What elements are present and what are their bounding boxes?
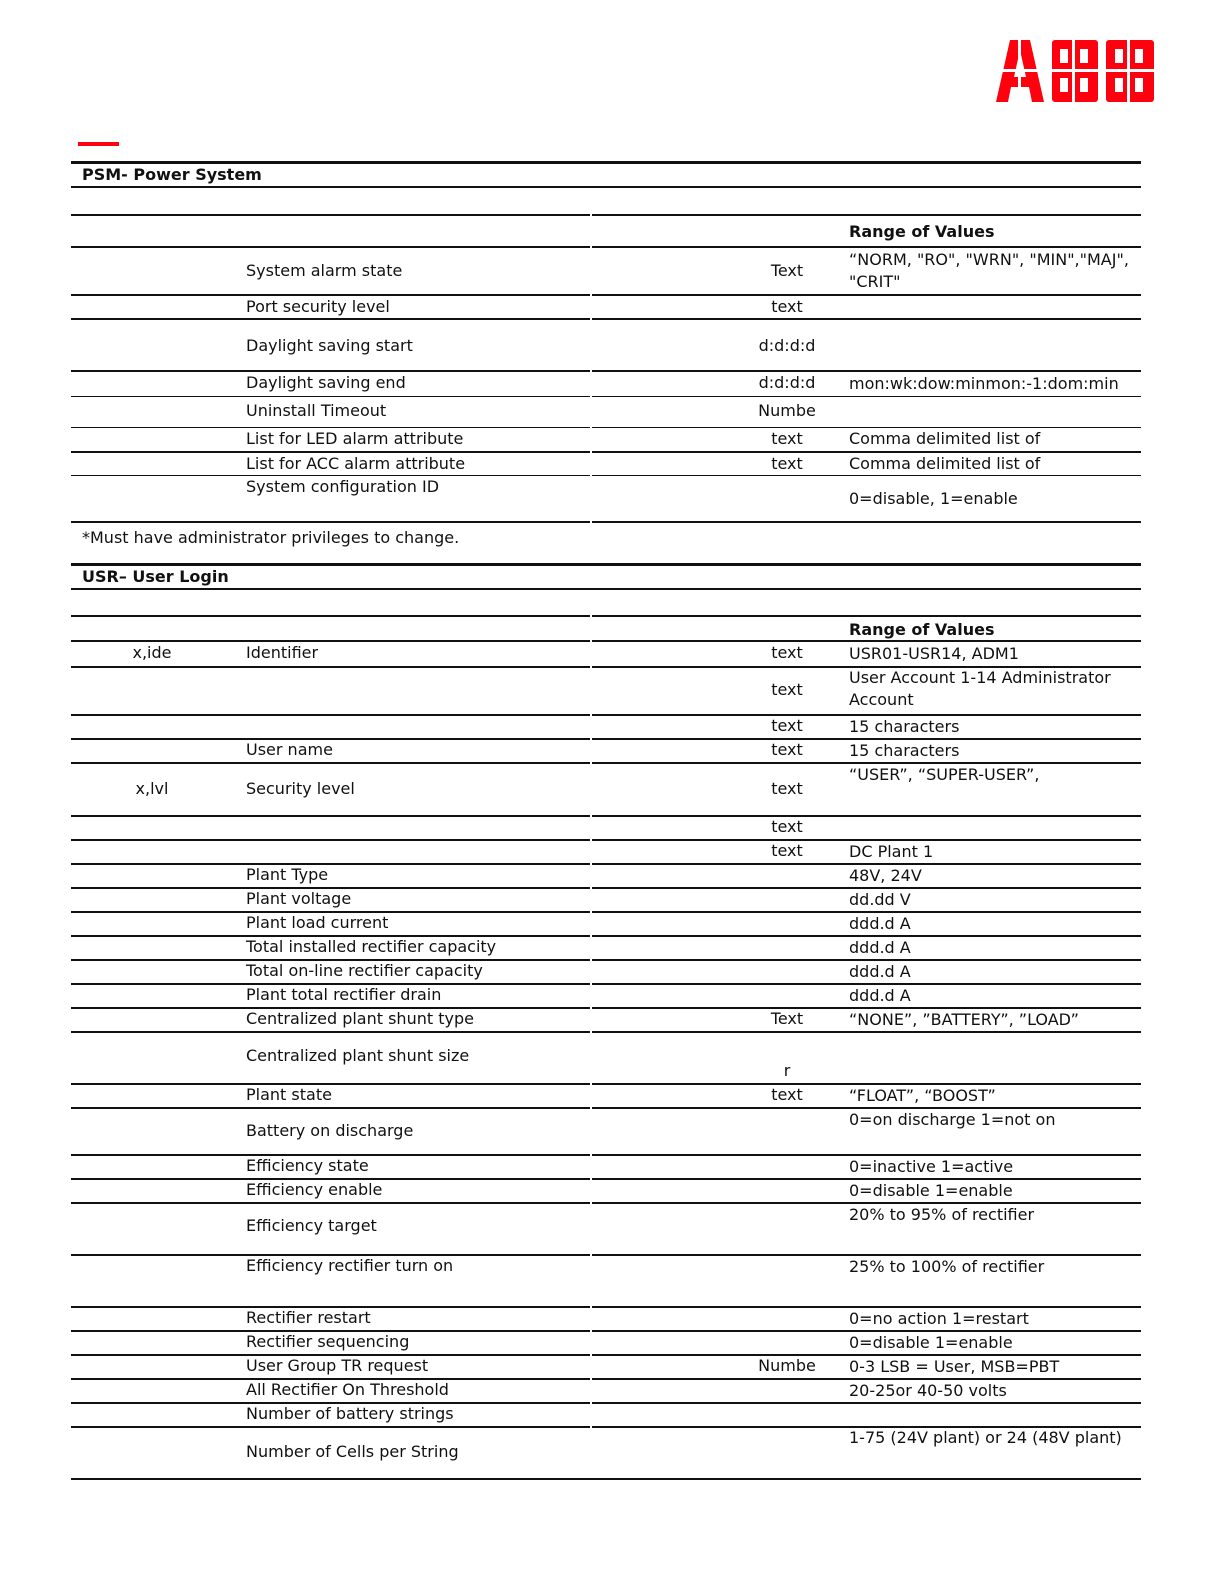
field-type: d:d:d:d [758, 336, 816, 355]
divider [71, 161, 1141, 164]
field-name: Total on-line rectifier capacity [246, 961, 483, 980]
field-range: Comma delimited list of [849, 454, 1041, 473]
column-gap [590, 615, 592, 1475]
field-range: 1-75 (24V plant) or 24 (48V plant) [849, 1428, 1122, 1447]
field-name: User Group TR request [246, 1356, 429, 1375]
psm-section-title: PSM- Power System [82, 165, 262, 184]
table-row [71, 296, 1141, 318]
field-name: Efficiency target [246, 1216, 377, 1235]
field-range: dd.dd V [849, 890, 911, 909]
table-row [71, 667, 1141, 714]
table-row [71, 864, 1141, 887]
field-type: text [771, 817, 803, 836]
table-row [71, 960, 1141, 983]
field-range: 0=disable, 1=enable [849, 489, 1018, 508]
field-range: ddd.d A [849, 986, 911, 1005]
field-name: Daylight saving end [246, 373, 406, 392]
table-row [71, 984, 1141, 1007]
field-type: text [771, 779, 803, 798]
table-row [71, 1255, 1141, 1306]
field-range: 20-25or 40-50 volts [849, 1381, 1007, 1400]
field-name: Plant state [246, 1085, 332, 1104]
psm-range-header: Range of Values [849, 222, 995, 241]
table-row [71, 1084, 1141, 1107]
table-row [71, 1108, 1141, 1154]
field-type: Text [770, 1009, 804, 1028]
accent-bar [78, 142, 119, 146]
field-type: Text [770, 261, 804, 280]
field-type: text [771, 429, 803, 448]
field-range: 0-3 LSB = User, MSB=PBT [849, 1357, 1060, 1376]
field-name: List for LED alarm attribute [246, 429, 464, 448]
divider [71, 563, 1141, 566]
field-name: System alarm state [246, 261, 403, 280]
field-range: mon:wk:dow:minmon:-1:dom:min [849, 374, 1119, 393]
field-range: 0=disable 1=enable [849, 1181, 1013, 1200]
table-row [71, 816, 1141, 839]
field-range: DC Plant 1 [849, 842, 934, 861]
table-row [71, 1331, 1141, 1354]
table-row [71, 1403, 1141, 1426]
field-range: 20% to 95% of rectifier [849, 1205, 1035, 1224]
field-range: 0=inactive 1=active [849, 1157, 1014, 1176]
field-type: text [771, 1085, 803, 1104]
field-range: 15 characters [849, 717, 960, 736]
table-row [71, 1008, 1141, 1031]
admin-note: *Must have administrator privileges to change. [82, 528, 460, 547]
table-row [71, 1179, 1141, 1202]
table-row [71, 453, 1141, 475]
field-type: text [771, 716, 803, 735]
field-id: x,lvl [135, 779, 169, 798]
field-name: Daylight saving start [246, 336, 413, 355]
field-type: text [771, 740, 803, 759]
field-type: r [783, 1061, 791, 1080]
field-name: Plant Type [246, 865, 329, 884]
field-name: Efficiency rectifier turn on [246, 1256, 454, 1275]
table-row [71, 840, 1141, 863]
column-gap [590, 214, 592, 524]
field-range: USR01-USR14, ADM1 [849, 644, 1019, 663]
table-row [71, 476, 1141, 521]
field-range: ddd.d A [849, 914, 911, 933]
field-range: User Account 1-14 Administrator Account [849, 668, 1111, 709]
table-row [71, 1155, 1141, 1178]
field-range: 0=disable 1=enable [849, 1333, 1013, 1352]
field-name: Plant voltage [246, 889, 352, 908]
field-name: Number of battery strings [246, 1404, 454, 1423]
field-range: “NONE”, ”BATTERY”, ”LOAD” [849, 1010, 1079, 1029]
table-row [71, 912, 1141, 935]
field-range: “FLOAT”, “BOOST” [849, 1086, 996, 1105]
field-name: Efficiency enable [246, 1180, 383, 1199]
table-row [71, 1379, 1141, 1402]
field-type: text [771, 680, 803, 699]
field-name: Rectifier sequencing [246, 1332, 410, 1351]
table-row [71, 320, 1141, 370]
field-range: “USER”, “SUPER-USER”, [849, 765, 1040, 784]
field-type: Numbe [758, 401, 816, 420]
field-name: List for ACC alarm attribute [246, 454, 466, 473]
table-row [71, 888, 1141, 911]
table-row [71, 1307, 1141, 1330]
field-name: Battery on discharge [246, 1121, 414, 1140]
field-name: Rectifier restart [246, 1308, 371, 1327]
field-range: 0=on discharge 1=not on [849, 1110, 1056, 1129]
field-name: Identifier [246, 643, 319, 662]
table-row [71, 248, 1141, 294]
field-range: 48V, 24V [849, 866, 922, 885]
field-name: Total installed rectifier capacity [246, 937, 497, 956]
field-type: text [771, 454, 803, 473]
field-name: Port security level [246, 297, 390, 316]
field-range: “NORM, "RO", "WRN", "MIN","MAJ", "CRIT" [849, 250, 1129, 291]
table-row [71, 763, 1141, 815]
divider [71, 186, 1141, 188]
field-range: 15 characters [849, 741, 960, 760]
table-row [71, 1032, 1141, 1083]
field-range: 25% to 100% of rectifier [849, 1257, 1045, 1276]
abb-logo [996, 40, 1156, 102]
field-type: Numbe [758, 1356, 816, 1375]
divider [71, 1478, 1141, 1480]
table-row [71, 739, 1141, 762]
table-row [71, 397, 1141, 427]
table-row [71, 1427, 1141, 1478]
table-row [71, 1355, 1141, 1378]
field-name: Centralized plant shunt size [246, 1046, 470, 1065]
field-name: Plant total rectifier drain [246, 985, 442, 1004]
field-range: ddd.d A [849, 962, 911, 981]
field-type: text [771, 297, 803, 316]
field-name: Number of Cells per String [246, 1442, 459, 1461]
field-name: System configuration ID [246, 477, 440, 496]
divider [71, 521, 1141, 523]
field-range: 0=no action 1=restart [849, 1309, 1029, 1328]
table-row [71, 1203, 1141, 1254]
field-name: User name [246, 740, 333, 759]
table-row [71, 428, 1141, 451]
table-row [71, 936, 1141, 959]
field-type: text [771, 841, 803, 860]
field-type: d:d:d:d [758, 373, 816, 392]
table-row [71, 715, 1141, 738]
table-top-border [71, 214, 1141, 216]
table-top-border [71, 615, 1141, 617]
table-row [71, 642, 1141, 666]
field-name: Plant load current [246, 913, 389, 932]
field-name: Uninstall Timeout [246, 401, 387, 420]
divider [71, 588, 1141, 590]
field-name: Centralized plant shunt type [246, 1009, 474, 1028]
field-range: Comma delimited list of [849, 429, 1041, 448]
field-type: text [771, 643, 803, 662]
table-row [71, 372, 1141, 396]
field-name: Efficiency state [246, 1156, 369, 1175]
field-name: All Rectifier On Threshold [246, 1380, 449, 1399]
usr-section-title: USR– User Login [82, 567, 229, 586]
usr-range-header: Range of Values [849, 620, 995, 639]
field-name: Security level [246, 779, 355, 798]
field-id: x,ide [132, 643, 172, 662]
field-range: ddd.d A [849, 938, 911, 957]
